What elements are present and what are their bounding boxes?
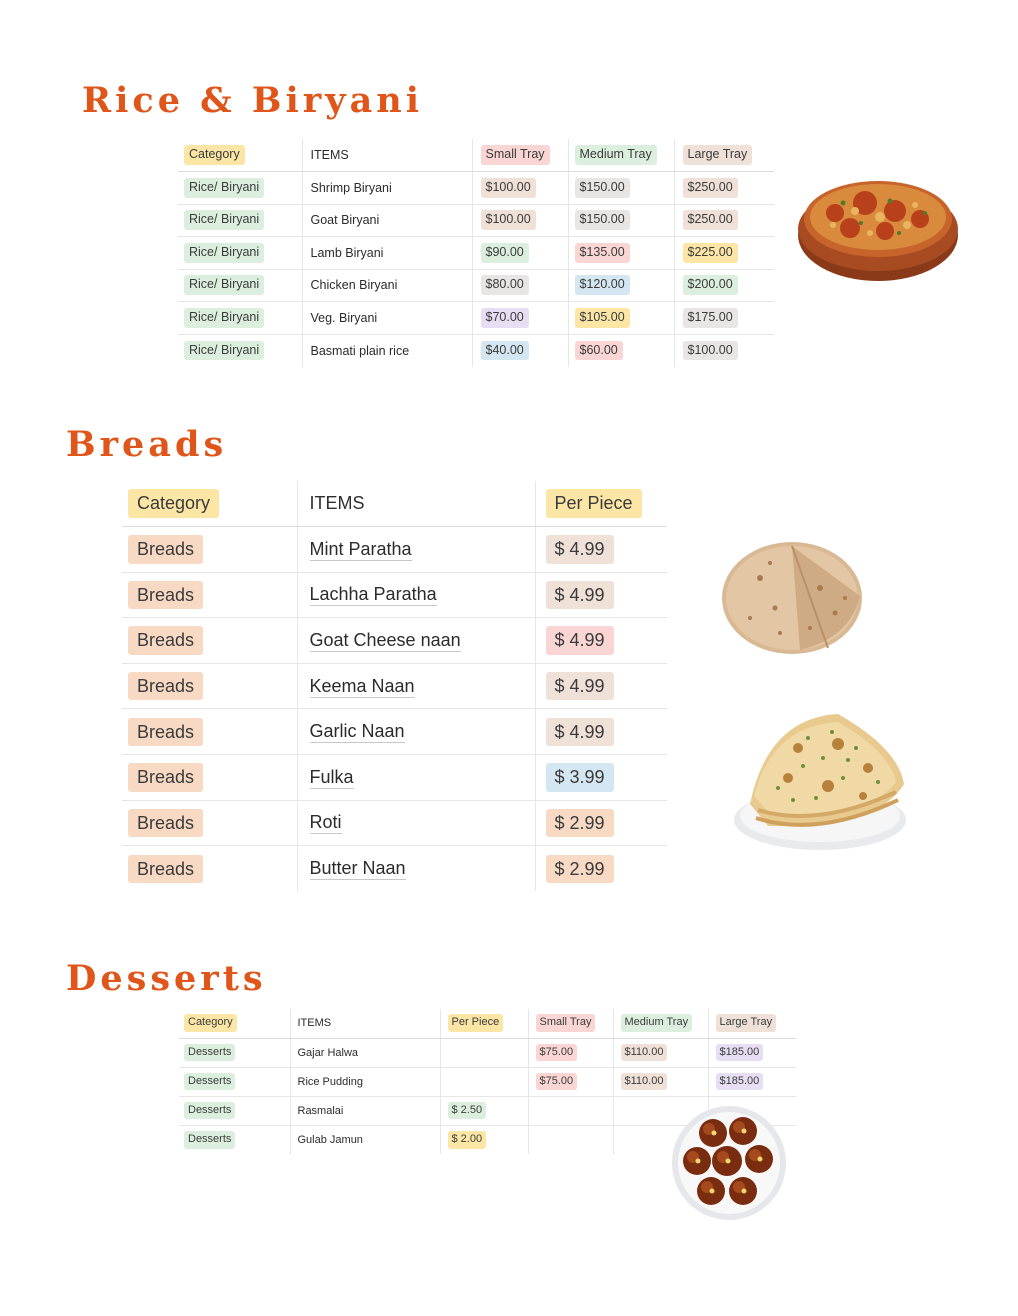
table-row: [122, 663, 667, 709]
table-row: [178, 302, 774, 335]
per-piece-price: $ 4.99: [546, 626, 614, 655]
desserts-section-title: Desserts: [66, 958, 267, 999]
medium-tray-header: Medium Tray: [621, 1014, 693, 1032]
item-name: Mint Paratha: [309, 538, 412, 559]
large-tray-price: $175.00: [683, 308, 738, 328]
per-piece-price: $ 2.99: [546, 855, 614, 884]
medium-tray-price: $105.00: [575, 308, 630, 328]
category-tag: Desserts: [184, 1102, 235, 1120]
category-tag: Breads: [128, 763, 203, 792]
table-row: [178, 172, 774, 205]
item-name: Shrimp Biryani: [310, 180, 392, 195]
small-tray-price: $75.00: [536, 1044, 578, 1062]
category-header: Category: [184, 145, 245, 165]
item-name: Butter Naan: [309, 858, 406, 879]
table-row: [178, 269, 774, 302]
category-tag: Rice/ Biryani: [184, 308, 264, 328]
large-tray-header: Large Tray: [683, 145, 753, 165]
item-name: Rasmalai: [297, 1104, 344, 1117]
category-header: Category: [128, 489, 219, 518]
item-name: Basmati plain rice: [310, 343, 410, 358]
category-tag: Rice/ Biryani: [184, 341, 264, 361]
table-row: [122, 846, 667, 892]
breads-menu-table: [122, 481, 667, 891]
small-tray-price: $100.00: [481, 210, 536, 230]
item-name: Gajar Halwa: [297, 1046, 359, 1059]
category-tag: Breads: [128, 718, 203, 747]
small-tray-price: $90.00: [481, 243, 529, 263]
medium-tray-price: $150.00: [575, 178, 630, 198]
biryani-bowl-image: [795, 173, 961, 287]
items-header: ITEMS: [297, 1017, 332, 1030]
per-piece-header: Per Piece: [448, 1014, 504, 1032]
medium-tray-price: $60.00: [575, 341, 623, 361]
rice-section-title: Rice & Biryani: [82, 80, 424, 121]
item-name: Goat Biryani: [310, 213, 380, 228]
category-tag: Breads: [128, 855, 203, 884]
table-row: [178, 204, 774, 237]
large-tray-price: $250.00: [683, 210, 738, 230]
table-row: [179, 1038, 796, 1067]
breads-section-title: Breads: [66, 424, 228, 465]
garlic-naan-image: [728, 708, 908, 854]
rice-menu-table: [178, 139, 774, 367]
per-piece-price: $ 2.99: [546, 809, 614, 838]
large-tray-price: $100.00: [683, 341, 738, 361]
table-row: [178, 334, 774, 367]
category-header: Category: [184, 1014, 237, 1032]
small-tray-price: $80.00: [481, 275, 529, 295]
item-name: Chicken Biryani: [310, 278, 398, 293]
table-row: [122, 618, 667, 664]
table-row: [122, 755, 667, 801]
large-tray-price: $250.00: [683, 178, 738, 198]
category-tag: Rice/ Biryani: [184, 275, 264, 295]
item-name: Rice Pudding: [297, 1075, 363, 1088]
item-name: Fulka: [309, 766, 354, 787]
category-tag: Breads: [128, 672, 203, 701]
category-tag: Rice/ Biryani: [184, 243, 264, 263]
per-piece-price: $ 4.99: [546, 718, 614, 747]
table-header-row: [179, 1009, 796, 1038]
table-header-row: [178, 139, 774, 172]
category-tag: Desserts: [184, 1073, 235, 1091]
per-piece-price: $ 2.00: [448, 1131, 487, 1149]
table-row: [178, 237, 774, 270]
medium-tray-price: $150.00: [575, 210, 630, 230]
medium-tray-price: $110.00: [621, 1073, 668, 1091]
category-tag: Rice/ Biryani: [184, 178, 264, 198]
table-row: [122, 709, 667, 755]
medium-tray-price: $120.00: [575, 275, 630, 295]
per-piece-price: $ 4.99: [546, 581, 614, 610]
category-tag: Breads: [128, 581, 203, 610]
item-name: Keema Naan: [309, 675, 415, 696]
items-header: ITEMS: [309, 493, 365, 514]
category-tag: Breads: [128, 626, 203, 655]
category-tag: Desserts: [184, 1131, 235, 1149]
per-piece-price: $ 3.99: [546, 763, 614, 792]
category-tag: Breads: [128, 809, 203, 838]
item-name: Roti: [309, 812, 342, 833]
category-tag: Breads: [128, 535, 203, 564]
roti-image: [720, 538, 866, 658]
items-header: ITEMS: [310, 148, 349, 162]
medium-tray-header: Medium Tray: [575, 145, 657, 165]
medium-tray-price: $135.00: [575, 243, 630, 263]
table-row: [122, 527, 667, 573]
item-name: Goat Cheese naan: [309, 630, 461, 651]
item-name: Lachha Paratha: [309, 584, 437, 605]
small-tray-price: $100.00: [481, 178, 536, 198]
large-tray-price: $225.00: [683, 243, 738, 263]
gulab-jamun-image: [669, 1103, 789, 1221]
large-tray-price: $185.00: [716, 1073, 764, 1091]
large-tray-price: $185.00: [716, 1044, 764, 1062]
table-row: [179, 1067, 796, 1096]
small-tray-price: $40.00: [481, 341, 529, 361]
per-piece-price: $ 2.50: [448, 1102, 487, 1120]
category-tag: Rice/ Biryani: [184, 210, 264, 230]
large-tray-price: $200.00: [683, 275, 738, 295]
small-tray-price: $70.00: [481, 308, 529, 328]
per-piece-price: $ 4.99: [546, 672, 614, 701]
item-name: Garlic Naan: [309, 721, 405, 742]
table-row: [122, 572, 667, 618]
small-tray-header: Small Tray: [536, 1014, 596, 1032]
item-name: Gulab Jamun: [297, 1133, 363, 1146]
per-piece-header: Per Piece: [546, 489, 642, 518]
item-name: Veg. Biryani: [310, 310, 378, 325]
large-tray-header: Large Tray: [716, 1014, 777, 1032]
table-header-row: [122, 481, 667, 527]
small-tray-price: $75.00: [536, 1073, 578, 1091]
small-tray-header: Small Tray: [481, 145, 550, 165]
per-piece-price: $ 4.99: [546, 535, 614, 564]
item-name: Lamb Biryani: [310, 245, 384, 260]
medium-tray-price: $110.00: [621, 1044, 668, 1062]
category-tag: Desserts: [184, 1044, 235, 1062]
table-row: [122, 800, 667, 846]
